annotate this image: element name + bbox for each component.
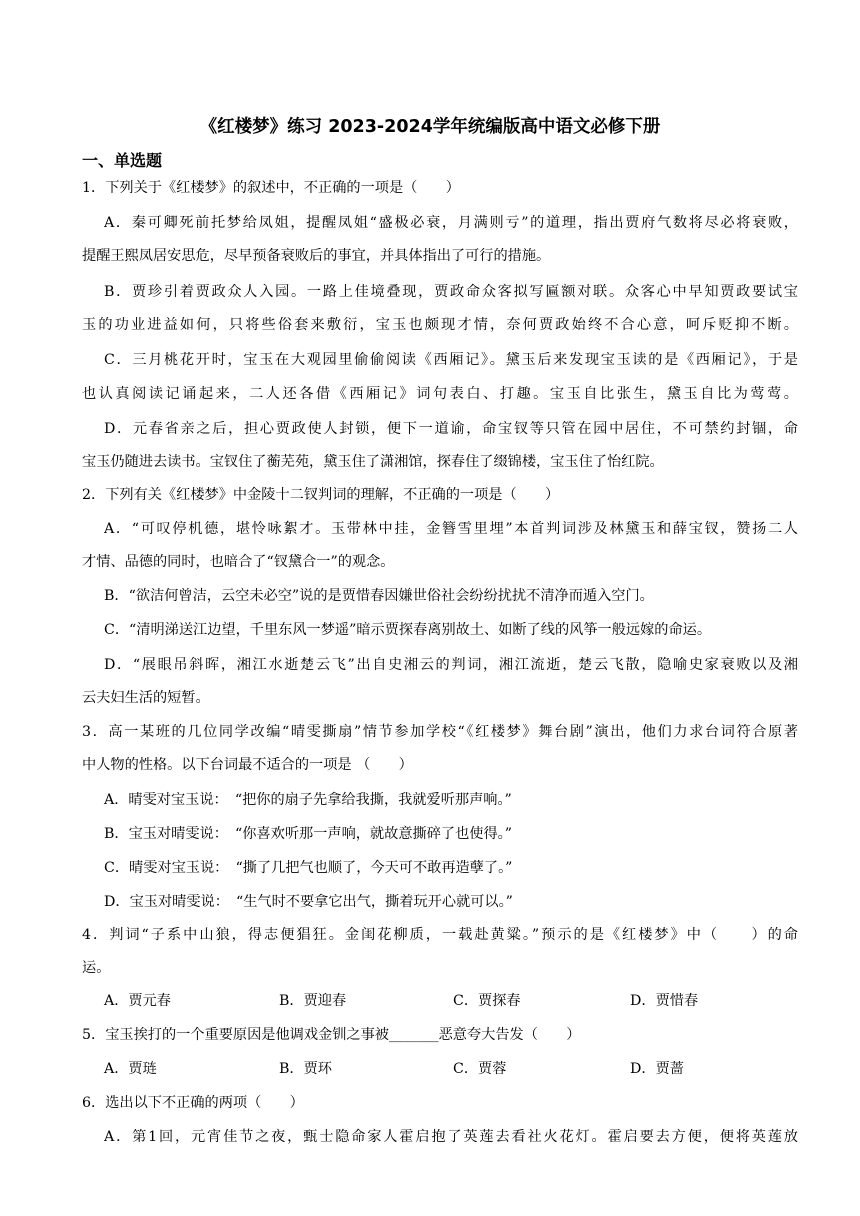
question-1-option-d-cont: 宝玉仍随进去读书。宝钗住了蘅芜苑，黛玉住了潇湘馆，探春住了缀锦楼，宝玉住了怡红院。 [82, 454, 664, 470]
question-3-option-d: D．宝玉对晴雯说： “生气时不要拿它出气，撕着玩开心就可以。” [104, 894, 513, 910]
question-2-option-a-cont: 才情、品德的同时，也暗合了“钗黛合一”的观念。 [82, 554, 395, 570]
question-3-stem-cont: 中人物的性格。以下台词最不适合的一项是 （ ） [82, 757, 413, 773]
question-1-option-b-cont: 玉的功业进益如何，只将些俗套来敷衍，宝玉也颇现才情，奈何贾政始终不合心意，呵斥贬抑不断。 [82, 317, 798, 333]
question-6-option-a: A．第1回，元宵佳节之夜，甄士隐命家人霍启抱了英莲去看社火花灯。霍启要去方便，便将英莲放 [104, 1129, 798, 1145]
question-5-option-c: C．贾蓉 [453, 1061, 507, 1077]
question-5-stem: 5．宝玉挨打的一个重要原因是他调戏金钏之事被_______恶意夸大告发（ ） [82, 1027, 581, 1043]
question-1-option-b: B．贾珍引着贾政众人入园。一路上佳境叠现，贾政命众客拟写匾额对联。众客心中早知贾政要试宝 [104, 284, 798, 300]
question-4-option-c: C．贾探春 [453, 993, 521, 1009]
question-1-option-d: D．元春省亲之后，担心贾政使人封锁，便下一道谕，命宝钗等只管在园中居住，不可禁约封锢，命 [104, 421, 798, 437]
question-3-option-a: A．晴雯对宝玉说： “把你的扇子先拿给我撕，我就爱听那声响。” [104, 792, 512, 808]
question-2-option-a: A．“可叹停机德，堪怜咏絮才。玉带林中挂，金簪雪里埋”本首判词涉及林黛玉和薛宝钗，赞扬二人 [104, 521, 798, 537]
question-6-stem: 6．选出以下不正确的两项（ ） [82, 1095, 304, 1111]
question-5-option-d: D．贾蔷 [630, 1061, 684, 1077]
question-4-stem-cont: 运。 [82, 960, 111, 976]
question-4-option-b: B．贾迎春 [279, 993, 347, 1009]
section-heading: 一、单选题 [82, 151, 163, 170]
question-1-option-a-cont: 提醒王熙凤居安思危，尽早预备衰败后的事宜，并具体指出了可行的措施。 [82, 248, 551, 264]
question-2-option-c: C．“清明涕送江边望，千里东风一梦遥”暗示贾探春离别故土、如断了线的风筝一般远嫁的命运。 [104, 622, 712, 638]
question-4-stem: 4．判词“子系中山狼，得志便猖狂。金闺花柳质，一载赴黄粱。”预示的是《红楼梦》中（ ）的命 [82, 927, 798, 943]
question-4-option-d: D．贾惜春 [630, 993, 699, 1009]
question-1-option-c: C．三月桃花开时，宝玉在大观园里偷偷阅读《西厢记》。黛玉后来发现宝玉读的是《西厢记》，于是 [104, 352, 798, 368]
question-5-option-b: B．贾环 [279, 1061, 332, 1077]
question-2-option-d: D．“展眼吊斜晖，湘江水逝楚云飞”出自史湘云的判词，湘江流逝，楚云飞散，隐喻史家衰败以及湘 [104, 657, 798, 673]
question-1-option-c-cont: 也认真阅读记诵起来，二人还各借《西厢记》词句表白、打趣。宝玉自比张生，黛玉自比为莺莺。 [82, 386, 798, 402]
question-2-option-d-cont: 云夫妇生活的短暂。 [82, 690, 210, 706]
question-1-option-a: A．秦可卿死前托梦给凤姐，提醒凤姐“盛极必衰，月满则亏”的道理，指出贾府气数将尽必将衰败， [104, 215, 798, 231]
question-5-option-a: A．贾琏 [104, 1061, 157, 1077]
question-3-option-b: B．宝玉对晴雯说： “你喜欢听那一声响，就故意撕碎了也使得。” [104, 826, 512, 842]
question-3-option-c: C．晴雯对宝玉说： “撕了几把气也顺了，今天可不敢再造孽了。” [104, 860, 513, 876]
question-2-option-b: B．“欲洁何曾洁，云空未必空”说的是贾惜春因嫌世俗社会纷纷扰扰不清净而遁入空门。 [104, 588, 654, 604]
question-4-option-a: A．贾元春 [104, 993, 171, 1009]
page-title: 《红楼梦》练习 2023-2024学年统编版高中语文必修下册 [199, 117, 661, 137]
question-1-stem: 1．下列关于《红楼梦》的叙述中，不正确的一项是（ ） [82, 180, 460, 196]
question-3-stem: 3．高一某班的几位同学改编“晴雯撕扇”情节参加学校“《红楼梦》舞台剧”演出，他们力求台词符合原著 [82, 724, 798, 740]
question-2-stem: 2．下列有关《红楼梦》中金陵十二钗判词的理解，不正确的一项是（ ） [82, 487, 560, 503]
